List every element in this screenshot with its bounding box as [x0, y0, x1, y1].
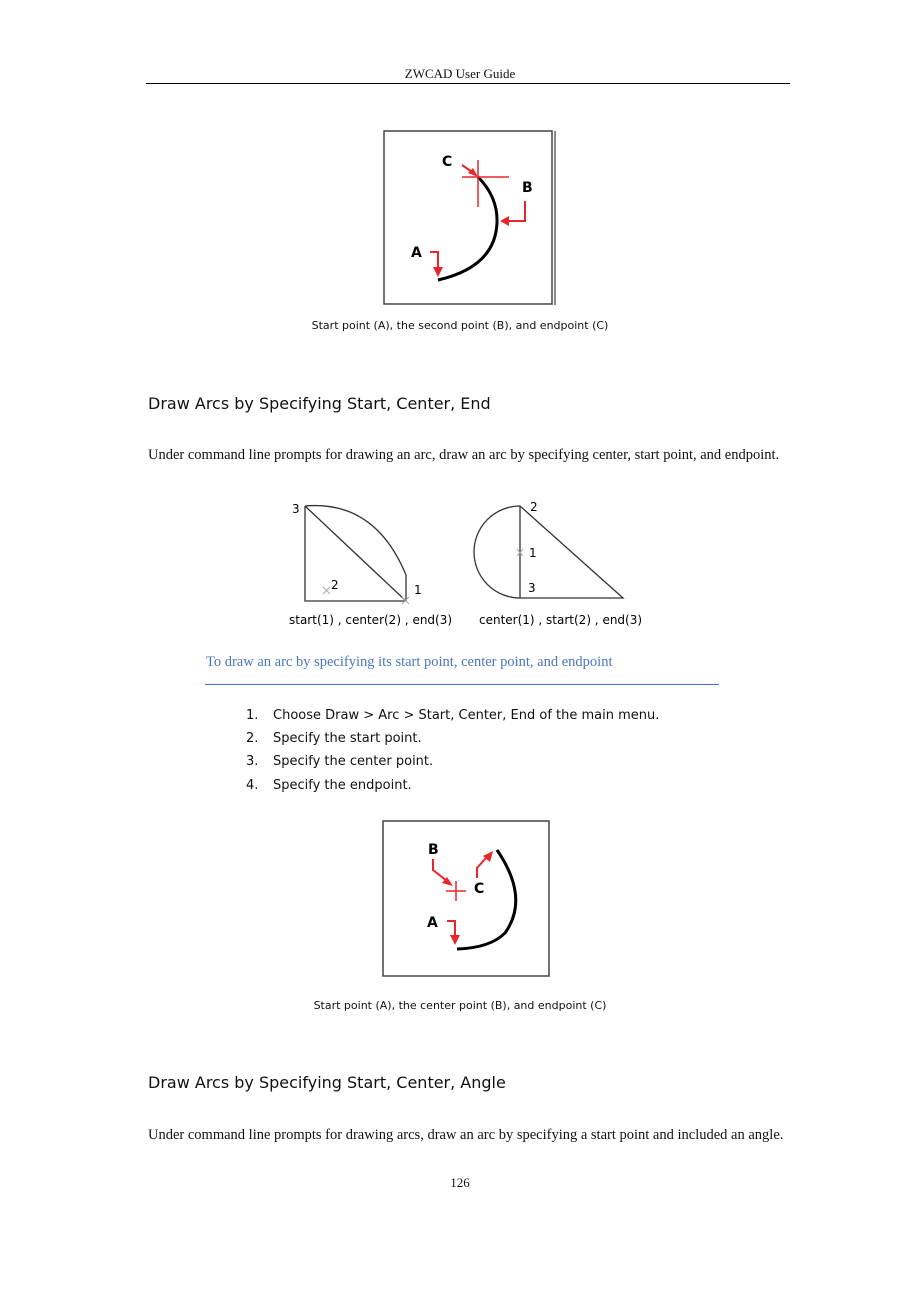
- step-text: Specify the endpoint.: [273, 778, 412, 793]
- figure1-caption: Start point (A), the second point (B), and endpoint (C): [311, 319, 609, 332]
- list-item: [246, 754, 433, 769]
- right-label-3: 3: [528, 581, 536, 595]
- label-c: C: [442, 154, 453, 170]
- section-paragraph: Under command line prompts for drawing an arc, draw an arc by specifying center, start point, and endpoint.: [148, 447, 780, 463]
- label-b: B: [428, 842, 439, 858]
- left-label-1: 1: [414, 583, 422, 597]
- left-caption: start(1) , center(2) , end(3): [289, 613, 453, 627]
- step-number: 3.: [246, 754, 259, 769]
- step-number: 1.: [246, 708, 259, 723]
- header-rule: [146, 83, 790, 84]
- right-label-1: 1: [529, 546, 537, 560]
- label-a: A: [411, 245, 422, 261]
- section-heading: Draw Arcs by Specifying Start, Center, Angle: [148, 1073, 506, 1092]
- left-label-3: 3: [292, 502, 300, 516]
- right-label-2: 2: [530, 500, 538, 514]
- list-item: [246, 778, 412, 793]
- procedure-title: To draw an arc by specifying its start point, center point, and endpoint: [206, 654, 613, 670]
- label-b: B: [522, 180, 533, 196]
- step-number: 4.: [246, 778, 259, 793]
- figure3-caption: Start point (A), the center point (B), and endpoint (C): [313, 999, 607, 1012]
- figure-three-point-arc: [380, 127, 560, 309]
- right-caption: center(1) , start(2) , end(3): [479, 613, 643, 627]
- step-number: 2.: [246, 731, 259, 746]
- procedure-rule: [205, 684, 719, 685]
- label-a: A: [427, 915, 438, 931]
- label-c: C: [474, 881, 485, 897]
- list-item: [246, 708, 659, 723]
- page-number: 126: [450, 1175, 470, 1190]
- step-text: Specify the start point.: [273, 731, 422, 746]
- section-paragraph: Under command line prompts for drawing arcs, draw an arc by specifying a start point and included an angle.: [148, 1127, 784, 1143]
- left-label-2: 2: [331, 578, 339, 592]
- step-text: Choose Draw > Arc > Start, Center, End of the main menu.: [273, 708, 660, 723]
- step-text: Specify the center point.: [273, 754, 434, 769]
- figure-start-center-end: [285, 495, 655, 630]
- figure-start-center-end-arc: [380, 818, 555, 980]
- running-header: ZWCAD User Guide: [404, 66, 516, 81]
- section-heading: Draw Arcs by Specifying Start, Center, End: [148, 394, 491, 413]
- list-item: [246, 731, 422, 746]
